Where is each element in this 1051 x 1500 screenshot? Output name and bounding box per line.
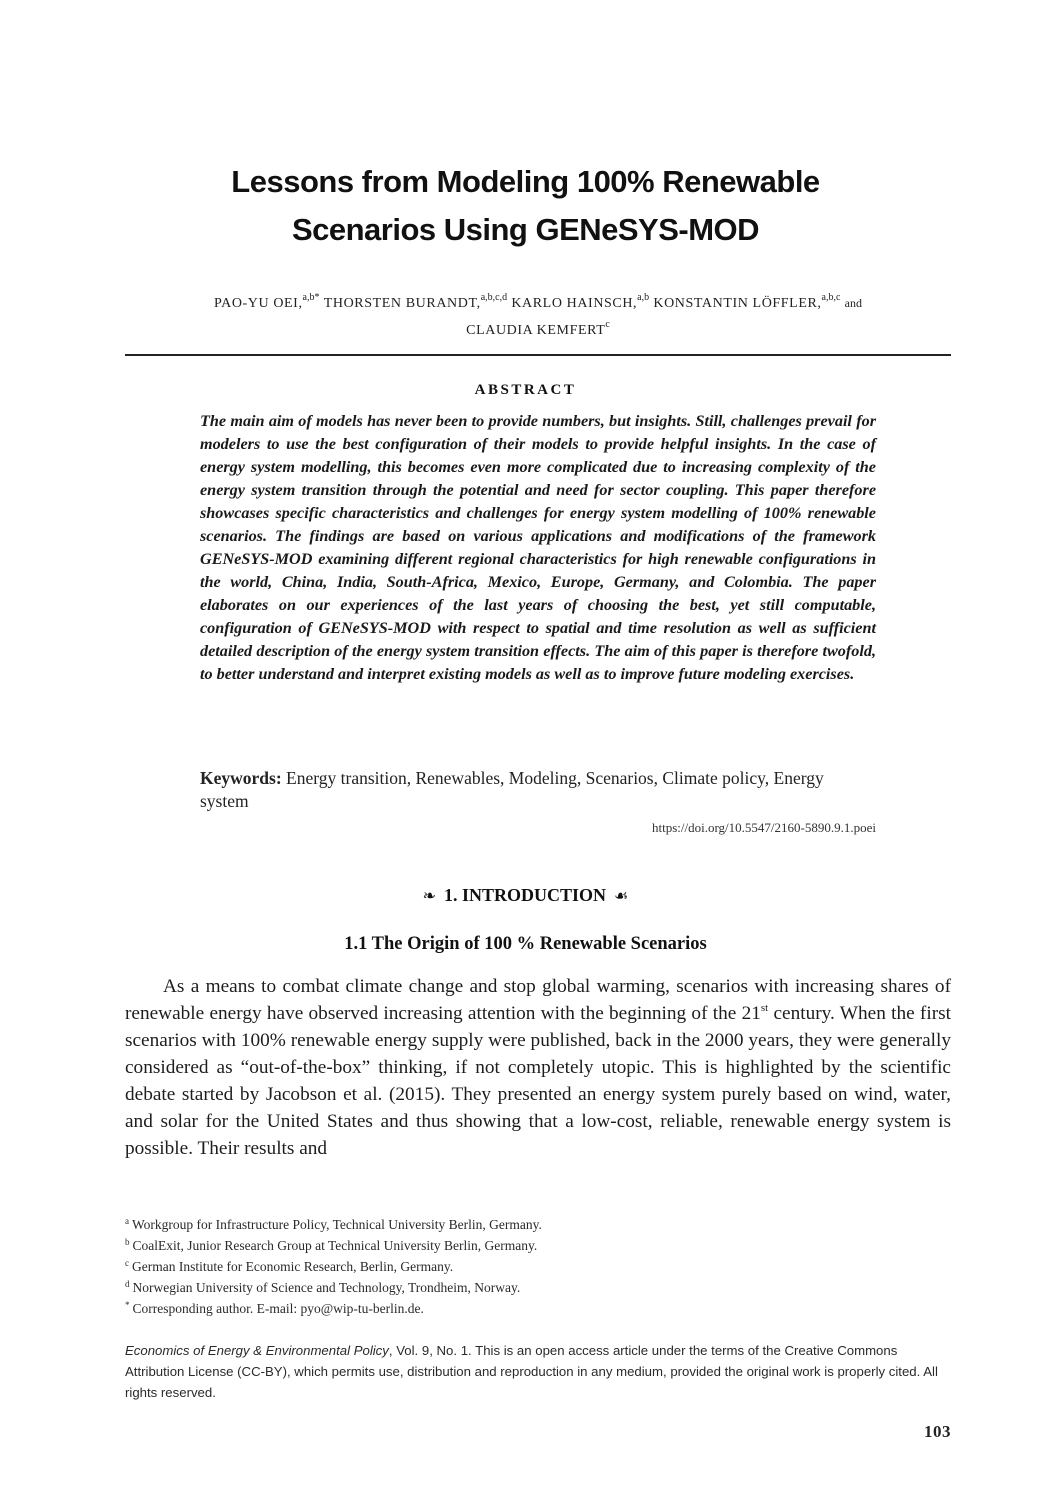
author-affiliation: a,b,c — [821, 292, 841, 303]
author-name: THORSTEN BURANDT, — [323, 296, 481, 311]
footnote-text: Corresponding author. E-mail: pyo@wip-tu-berlin.de. — [132, 1301, 424, 1316]
header-divider — [125, 354, 951, 356]
keywords-label: Keywords: — [200, 768, 282, 788]
footnote-text: Norwegian University of Science and Technology, Trondheim, Norway. — [132, 1280, 521, 1295]
author-affiliation: c — [605, 319, 610, 330]
author-name: PAO-YU OEI, — [214, 296, 303, 311]
page-number: 103 — [924, 1422, 951, 1441]
license-text: , Vol. 9, No. 1. This is an open access article under the terms of the Creative Commons Attribution License (CC-BY), which permits use, distribution and reproduction in any medium, provided the original work is properly cited. All rights reserved. — [125, 1343, 938, 1400]
footnote-mark: b — [125, 1237, 130, 1247]
footnotes — [125, 1214, 951, 1319]
ordinal-suffix: st — [760, 1002, 769, 1014]
footnote-text: Workgroup for Infrastructure Policy, Technical University Berlin, Germany. — [132, 1217, 542, 1232]
keywords — [200, 767, 876, 813]
body-text-part-1: As a means to combat climate change and stop global warming, scenarios with increasing shares of renewable energy have observed increasing attention with the beginning of the 21 — [125, 976, 951, 1024]
abstract-text: The main aim of models has never been to provide numbers, but insights. Still, challenges prevail for modelers to use the best configuration of their models to provide helpful insights. In the case of energy system modelling, this becomes even more complicated due to increasing complexity of the energy system transition through the potential and need for sector coupling. This paper therefore showcases specific characteristics and challenges for energy system modelling of 100% renewable scenarios. The findings are based on various applications and modifications of the framework GENeSYS-MOD examining different regional characteristics for high renewable configurations in the world, China, India, South-Africa, Mexico, Europe, Germany, and Colombia. The paper elaborates on our experiences of the last years of choosing the best, yet still computable, configuration of GENeSYS-MOD with respect to spatial and time resolution as well as sufficient detailed description of the energy system transition effects. The aim of this paper is therefore twofold, to better understand and interpret existing models as well as to improve future modeling exercises. — [200, 412, 876, 683]
section-heading — [0, 885, 1051, 906]
footnote — [125, 1298, 951, 1319]
author-affiliation: a,b — [637, 292, 650, 303]
journal-name: Economics of Energy & Environmental Policy — [125, 1343, 389, 1358]
footnote-text: CoalExit, Junior Research Group at Technical University Berlin, Germany. — [132, 1238, 538, 1253]
author-affiliation: a,b* — [302, 292, 320, 303]
body-text-part-2: century. When the first scenarios with 100% renewable energy supply were published, back in the 2000 years, they were generally considered as “out-of-the-box” thinking, if not completely utopic. This is highlighted by the scientific debate started by Jacobson et al. (2015). They presented an energy system purely based on wind, water, and solar for the United States and thus showing that a low-cost, reliable, renewable energy system is possible. Their results and — [125, 1003, 951, 1159]
license-note — [125, 1340, 951, 1403]
footnote — [125, 1235, 951, 1256]
keywords-text: Energy transition, Renewables, Modeling, Scenarios, Climate policy, Energy system — [200, 768, 824, 811]
footnote-mark: d — [125, 1279, 130, 1289]
abstract-heading: ABSTRACT — [474, 382, 577, 398]
ornament-left-icon: ❧ — [422, 888, 437, 905]
author-name: KARLO HAINSCH, — [511, 296, 638, 311]
title-line-1: Lessons from Modeling 100% Renewable — [231, 164, 820, 199]
footnote-mark: a — [125, 1216, 129, 1226]
ornament-right-icon: ☙ — [614, 888, 629, 905]
author-list — [125, 290, 951, 344]
author-name: KONSTANTIN LÖFFLER, — [653, 296, 822, 311]
title-line-2: Scenarios Using GENeSYS-MOD — [291, 212, 760, 247]
author-name: CLAUDIA KEMFERT — [466, 323, 606, 338]
footnote-mark: * — [125, 1300, 130, 1310]
section-title: 1. INTRODUCTION — [444, 885, 607, 905]
footnote — [125, 1277, 951, 1298]
author-affiliation: a,b,c,d — [480, 292, 508, 303]
footnote-mark: c — [125, 1258, 129, 1268]
paper-title — [0, 158, 1051, 254]
body-paragraph — [125, 973, 951, 1162]
doi-link[interactable]: https://doi.org/10.5547/2160-5890.9.1.poei — [651, 820, 876, 835]
footnote — [125, 1214, 951, 1235]
subsection-heading: 1.1 The Origin of 100 % Renewable Scenarios — [344, 934, 707, 954]
authors-conjunction: and — [844, 296, 862, 310]
footnote-text: German Institute for Economic Research, Berlin, Germany. — [132, 1259, 454, 1274]
author-line-2 — [125, 317, 951, 344]
footnote — [125, 1256, 951, 1277]
author-line-1 — [125, 290, 951, 317]
